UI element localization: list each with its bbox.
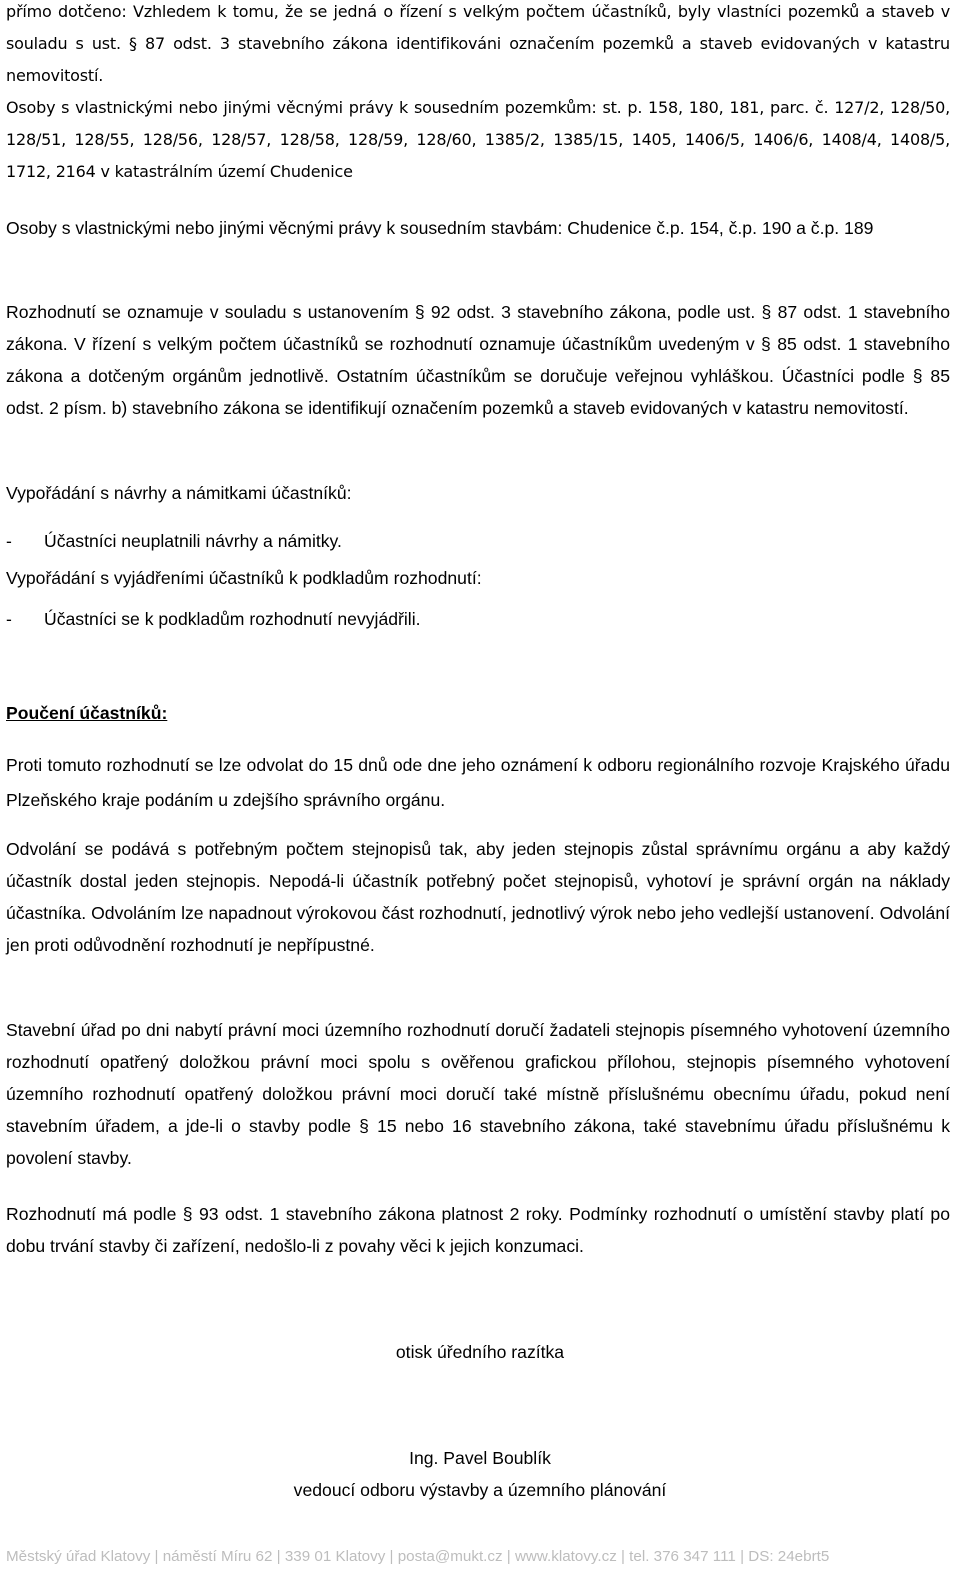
paragraph-neighbors-land: Osoby s vlastnickými nebo jinými věcnými právy k sousedním pozemkům: st. p. 158, 180, 181, parc. č. 127/2, 128/50, 128/51, 128/55, 128/56, 128/57, 128/58, 128/59, 128/60, 1385/2, 1385/15, 1405, 1406/5, 1406/6, 1408/4, 1408/5, 1712, 2164 v katastrálním území Chudenice <box>6 98 950 181</box>
stamp-placeholder: otisk úředního razítka <box>395 1342 565 1362</box>
paragraph-delivery: Stavební úřad po dni nabytí právní moci územního rozhodnutí doručí žadateli stejnopis písemného vyhotovení územního rozhodnutí opatřený doložkou právní moci spolu s ověřenou grafickou přílohou, stejnopis písemného vyhotovení územního rozhodnutí opatřený doložkou právní moci doručí také místně příslušnému obecnímu úřadu, pokud není stavebním úřadem, a jde-li o stavby podle § 15 nebo 16 stavebního zákona, také stavebnímu úřadu příslušnému k povolení stavby. <box>6 1020 950 1168</box>
statements-item <box>6 603 946 635</box>
proposals-item <box>6 525 946 557</box>
bullet-dash: - <box>6 531 12 551</box>
signatory-name: Ing. Pavel Boublík <box>409 1448 551 1468</box>
instruction-heading-text: Poučení účastníků: <box>6 703 168 723</box>
page-footer: Městský úřad Klatovy | náměstí Míru 62 | 339 01 Klatovy | posta@mukt.cz | www.klatovy.cz | tel. 376 347 111 | DS: 24ebrt5 <box>6 1548 830 1565</box>
paragraph-intro: přímo dotčeno: Vzhledem k tomu, že se jedná o řízení s velkým počtem účastníků, byly vlastníci pozemků a staveb v souladu s ust. § 87 odst. 3 stavebního zákona identifikováni označením pozemků a staveb evidovaných v katastru nemovitostí. <box>6 2 950 85</box>
paragraph-copies: Odvolání se podává s potřebným počtem stejnopisů tak, aby jeden stejnopis zůstal správnímu orgánu a aby každý účastník dostal jeden stejnopis. Nepodá-li účastník potřebný počet stejnopisů, vyhotoví je správní orgán na náklady účastníka. Odvoláním lze napadnout výrokovou část rozhodnutí, jednotlivý výrok nebo jeho vedlejší ustanovení. Odvolání jen proti odůvodnění rozhodnutí je nepřípustné. <box>6 839 950 955</box>
signatory-title: vedoucí odboru výstavby a územního plánování <box>293 1480 667 1500</box>
paragraph-appeal: Proti tomuto rozhodnutí se lze odvolat do 15 dnů ode dne jeho oznámení k odboru regionálního rozvoje Krajského úřadu Plzeňského kraje podáním u zdejšího správního orgánu. <box>6 755 950 810</box>
statements-item-text: Účastníci se k podkladům rozhodnutí nevyjádřili. <box>44 609 421 629</box>
paragraph-notification: Rozhodnutí se oznamuje v souladu s ustanovením § 92 odst. 3 stavebního zákona, podle ust. § 87 odst. 1 stavebního zákona. V řízení s velkým počtem účastníků se rozhodnutí oznamuje účastníkům uvedeným v § 85 odst. 1 stavebního zákona a dotčeným orgánům jednotlivě. Ostatním účastníkům se doručuje veřejnou vyhláškou. Účastníci podle § 85 odst. 2 písm. b) stavebního zákona se identifikují označením pozemků a staveb evidovaných v katastru nemovitostí. <box>6 302 950 418</box>
proposals-item-text: Účastníci neuplatnili návrhy a námitky. <box>44 531 342 551</box>
paragraph-validity: Rozhodnutí má podle § 93 odst. 1 stavebního zákona platnost 2 roky. Podmínky rozhodnutí o umístění stavby platí po dobu trvání stavby či zařízení, nedošlo-li z povahy věci k jejich konzumaci. <box>6 1204 950 1256</box>
paragraph-neighbors-buildings: Osoby s vlastnickými nebo jinými věcnými právy k sousedním stavbám: Chudenice č.p. 154, č.p. 190 a č.p. 189 <box>6 218 874 238</box>
proposals-heading: Vypořádání s návrhy a námitkami účastníků: <box>6 483 352 503</box>
statements-heading: Vypořádání s vyjádřeními účastníků k podkladům rozhodnutí: <box>6 568 482 588</box>
instruction-heading <box>6 697 950 729</box>
bullet-dash: - <box>6 609 12 629</box>
